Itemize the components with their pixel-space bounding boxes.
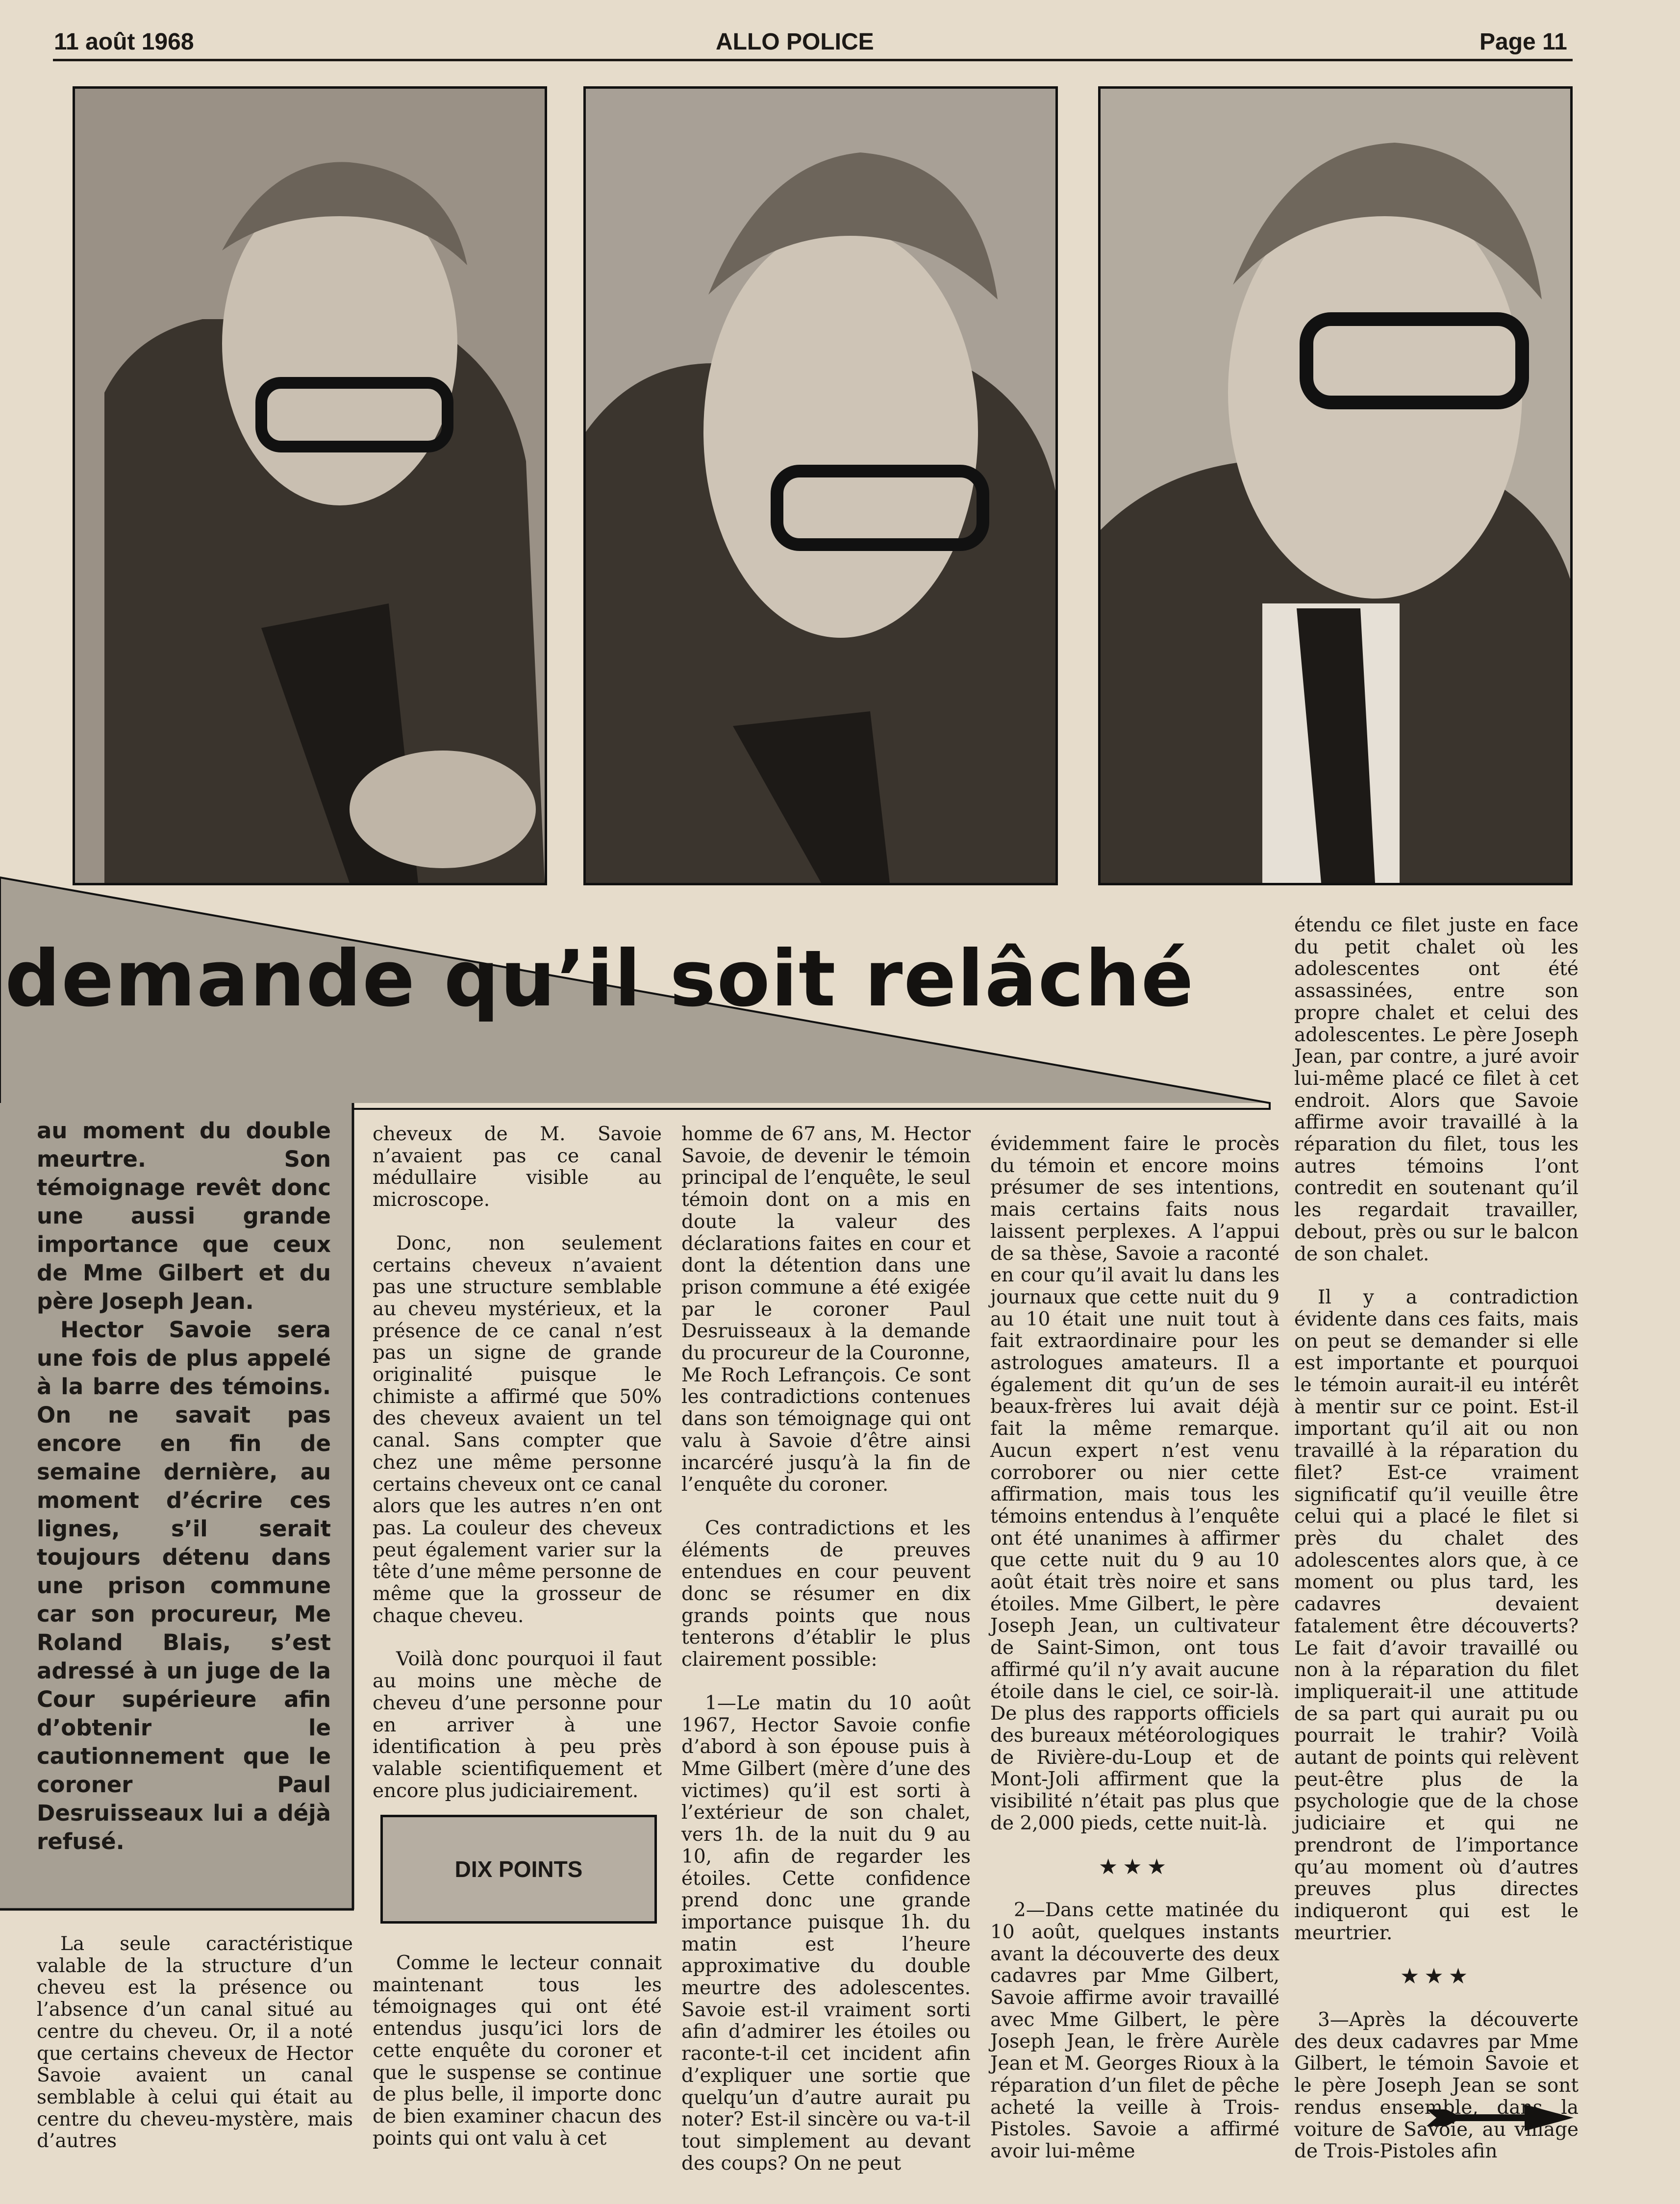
paragraph: étendu ce filet juste en face du petit chalet où les adolescentes ont été assassinées, entre son propre chalet et celui des adolescentes. Le père Joseph Jean, par contre, a juré avoir lui-même placé ce filet à cet endroit. Alors que Savoie affirme avoir travaillé à la réparation du filet, tous les autres témoins l’ont contredit en soutenant qu’il les regardait travailler, debout, près ou sur le balcon de son chalet.: [1294, 914, 1579, 1265]
section-divider-stars: ★★★: [1098, 1854, 1172, 1879]
column-5: [1294, 915, 1579, 2184]
page-number: Page 11: [1479, 29, 1567, 55]
publication-name: ALLO POLICE: [716, 29, 874, 55]
paragraph: cheveux de M. Savoie n’avaient pas ce canal médullaire visible au microscope.: [373, 1123, 662, 1211]
section-heading-box: DIX POINTS: [380, 1815, 657, 1924]
column-3: [681, 1124, 971, 2196]
continued-arrow-icon: [1427, 2101, 1574, 2135]
paragraph: Voilà donc pourquoi il faut au moins une mèche de cheveu d’une personne pour en arriver à une identification à peu près valable scientifiquement et encore plus judiciairement.: [373, 1648, 662, 1802]
paragraph: Ces contradictions et les éléments de preuves entendues en cour peuvent donc se résumer en dix grands points que nous tenterons d’établir le plus clairement possible:: [681, 1517, 971, 1671]
column-1-bottom: [37, 1933, 353, 2174]
paragraph: Comme le lecteur connait maintenant tous les témoignages qui ont été entendus jusqu’ici lors de cette enquête du coroner et que le suspense se continue de plus belle, il importe donc de bien examiner chacun des points qui ont valu à cet: [373, 1952, 662, 2150]
paragraph: La seule caractéristique valable de la structure d’un cheveu est la présence ou l’absence d’un canal situé au centre du cheveu. Or, il a noté que certains cheveux de Hector Savoie avaient un canal semblable à celui qui était au centre du cheveu-mystère, mais d’autres: [37, 1933, 353, 2153]
column-4: [990, 1133, 1279, 2184]
paragraph: évidemment faire le procès du témoin et encore moins présumer de ses intentions, mais certains faits nous laissent perplexes. A l’appui de sa thèse, Savoie a raconté en cour qu’il avait lu dans les journaux que cette nuit du 9 au 10 était une nuit tout à fait extraordinaire pour les astrologues amateurs. Il a également dit qu’un de ses beaux-frères lui avait déjà fait la même remarque. Aucun expert n’est venu corroborer ou nier cette affirmation, mais tous les témoins entendus à l’enquête ont été unanimes à affirmer que cette nuit du 9 au 10 août était très noire et sans étoiles. Mme Gilbert, le père Joseph Jean, un cultivateur de Saint-Simon, ont tous affirmé qu’il n’y avait aucune étoile dans le ciel, ce soir-là. De plus des rapports officiels des bureaux météorologiques de Rivière-du-Loup et de Mont-Joli affirment que la visibilité n’était pas plus que de 2,000 pieds, cette nuit-là.: [990, 1133, 1279, 1834]
lead-paragraph: au moment du double meurtre. Son témoignage revêt donc une aussi grande importance que ceux de Mme Gilbert et du père Joseph Jean.: [37, 1118, 331, 1314]
paragraph: homme de 67 ans, M. Hector Savoie, de devenir le témoin principal de l’enquête, le seul témoin dont on a mis en doute la valeur des déclarations faites en cour et dont la détention dans une prison commune a été exigée par le coroner Paul Desruisseaux à la demande du procureur de la Couronne, Me Roch Lefrançois. Ce sont les contradictions contenues dans son témoignage qui ont valu à Savoie d’être ainsi incarcéré jusqu’à la fin de l’enquête du coroner.: [681, 1123, 971, 1496]
paragraph: Il y a contradiction évidente dans ces faits, mais on peut se demander si elle est importante et pourquoi le témoin aurait-il eu intérêt à mentir sur ce point. Est-il important qu’il ait ou non travaillé à la réparation du filet? Est-ce vraiment significatif qu’il veuille être celui qui a placé le filet si près du chalet des adolescentes alors que, à ce moment ou plus tard, les cadavres devaient fatalement être découverts? Le fait d’avoir travaillé ou non à la réparation du filet impliquerait-il une attitude de sa part qui aurait pu ou pourrait le trahir? Voilà autant de points qui relèvent peut-être plus de la psychologie que de la chose judiciaire et qui ne prendront de l’importance qu’au moment où d’autres preuves plus directes indiqueront qui est le meurtrier.: [1294, 1286, 1579, 1944]
paragraph: 2—Dans cette matinée du 10 août, quelques instants avant la découverte des deux cadavres par Mme Gilbert, Savoie affirme avoir travaillé avec Mme Gilbert, le père Joseph Jean, le frère Aurèle Jean et M. Georges Rioux à la réparation d’un filet de pêche acheté la veille à Trois-Pistoles. Savoie a affirmé avoir lui-même: [990, 1899, 1279, 2162]
headline: demande qu’il soit relâché: [5, 934, 1195, 1024]
paragraph: 1—Le matin du 10 août 1967, Hector Savoie confie d’abord à son épouse puis à Mme Gilbert (mère d’une des victimes) qu’il est sorti à l’extérieur de son chalet, vers 1h. de la nuit du 9 au 10, afin de regarder les étoiles. Cette confidence prend donc une grande importance puisque 1h. du matin est l’heure approximative du double meurtre des adolescentes. Savoie est-il vraiment sorti afin d’admirer les étoiles ou raconte-t-il cet incident afin d’expliquer une sortie que quelqu’un d’autre aurait pu noter? Est-il sincère ou va-t-il tout simplement au devant des coups? On ne peut: [681, 1692, 971, 2175]
column-2: [373, 1124, 662, 1824]
section-divider-stars: ★★★: [1400, 1964, 1473, 1989]
issue-date: 11 août 1968: [54, 29, 194, 55]
lead-column: [37, 1117, 331, 1856]
lead-paragraph: Hector Savoie sera une fois de plus appelé à la barre des témoins. On ne savait pas encore en fin de semaine dernière, au moment d’écrire ces lignes, s’il serait toujours détenu dans une prison commune car son procureur, Me Roland Blais, s’est adressé à un juge de la Cour supérieure afin d’obtenir le cautionnement que le coroner Paul Desruisseaux lui a déjà refusé.: [37, 1317, 331, 1854]
paragraph: Donc, non seulement certains cheveux n’avaient pas une structure semblable au cheveu mystérieux, et la présence de ce canal n’est pas un signe de grande originalité puisque le chimiste a affirmé que 50% des cheveux avaient un tel canal. Sans compter que chez une même personne certains cheveux ont ce canal alors que les autres n’en ont pas. La couleur des cheveux peut également varier sur la tête d’une même personne de même que la grosseur de chaque cheveu.: [373, 1232, 662, 1627]
paragraph: 3—Après la découverte des deux cadavres par Mme Gilbert, le témoin Savoie et le père Joseph Jean se sont rendus ensemble, dans la voiture de Savoie, au village de Trois-Pistoles afin: [1294, 2009, 1579, 2163]
column-2-bottom: [373, 1953, 662, 2171]
